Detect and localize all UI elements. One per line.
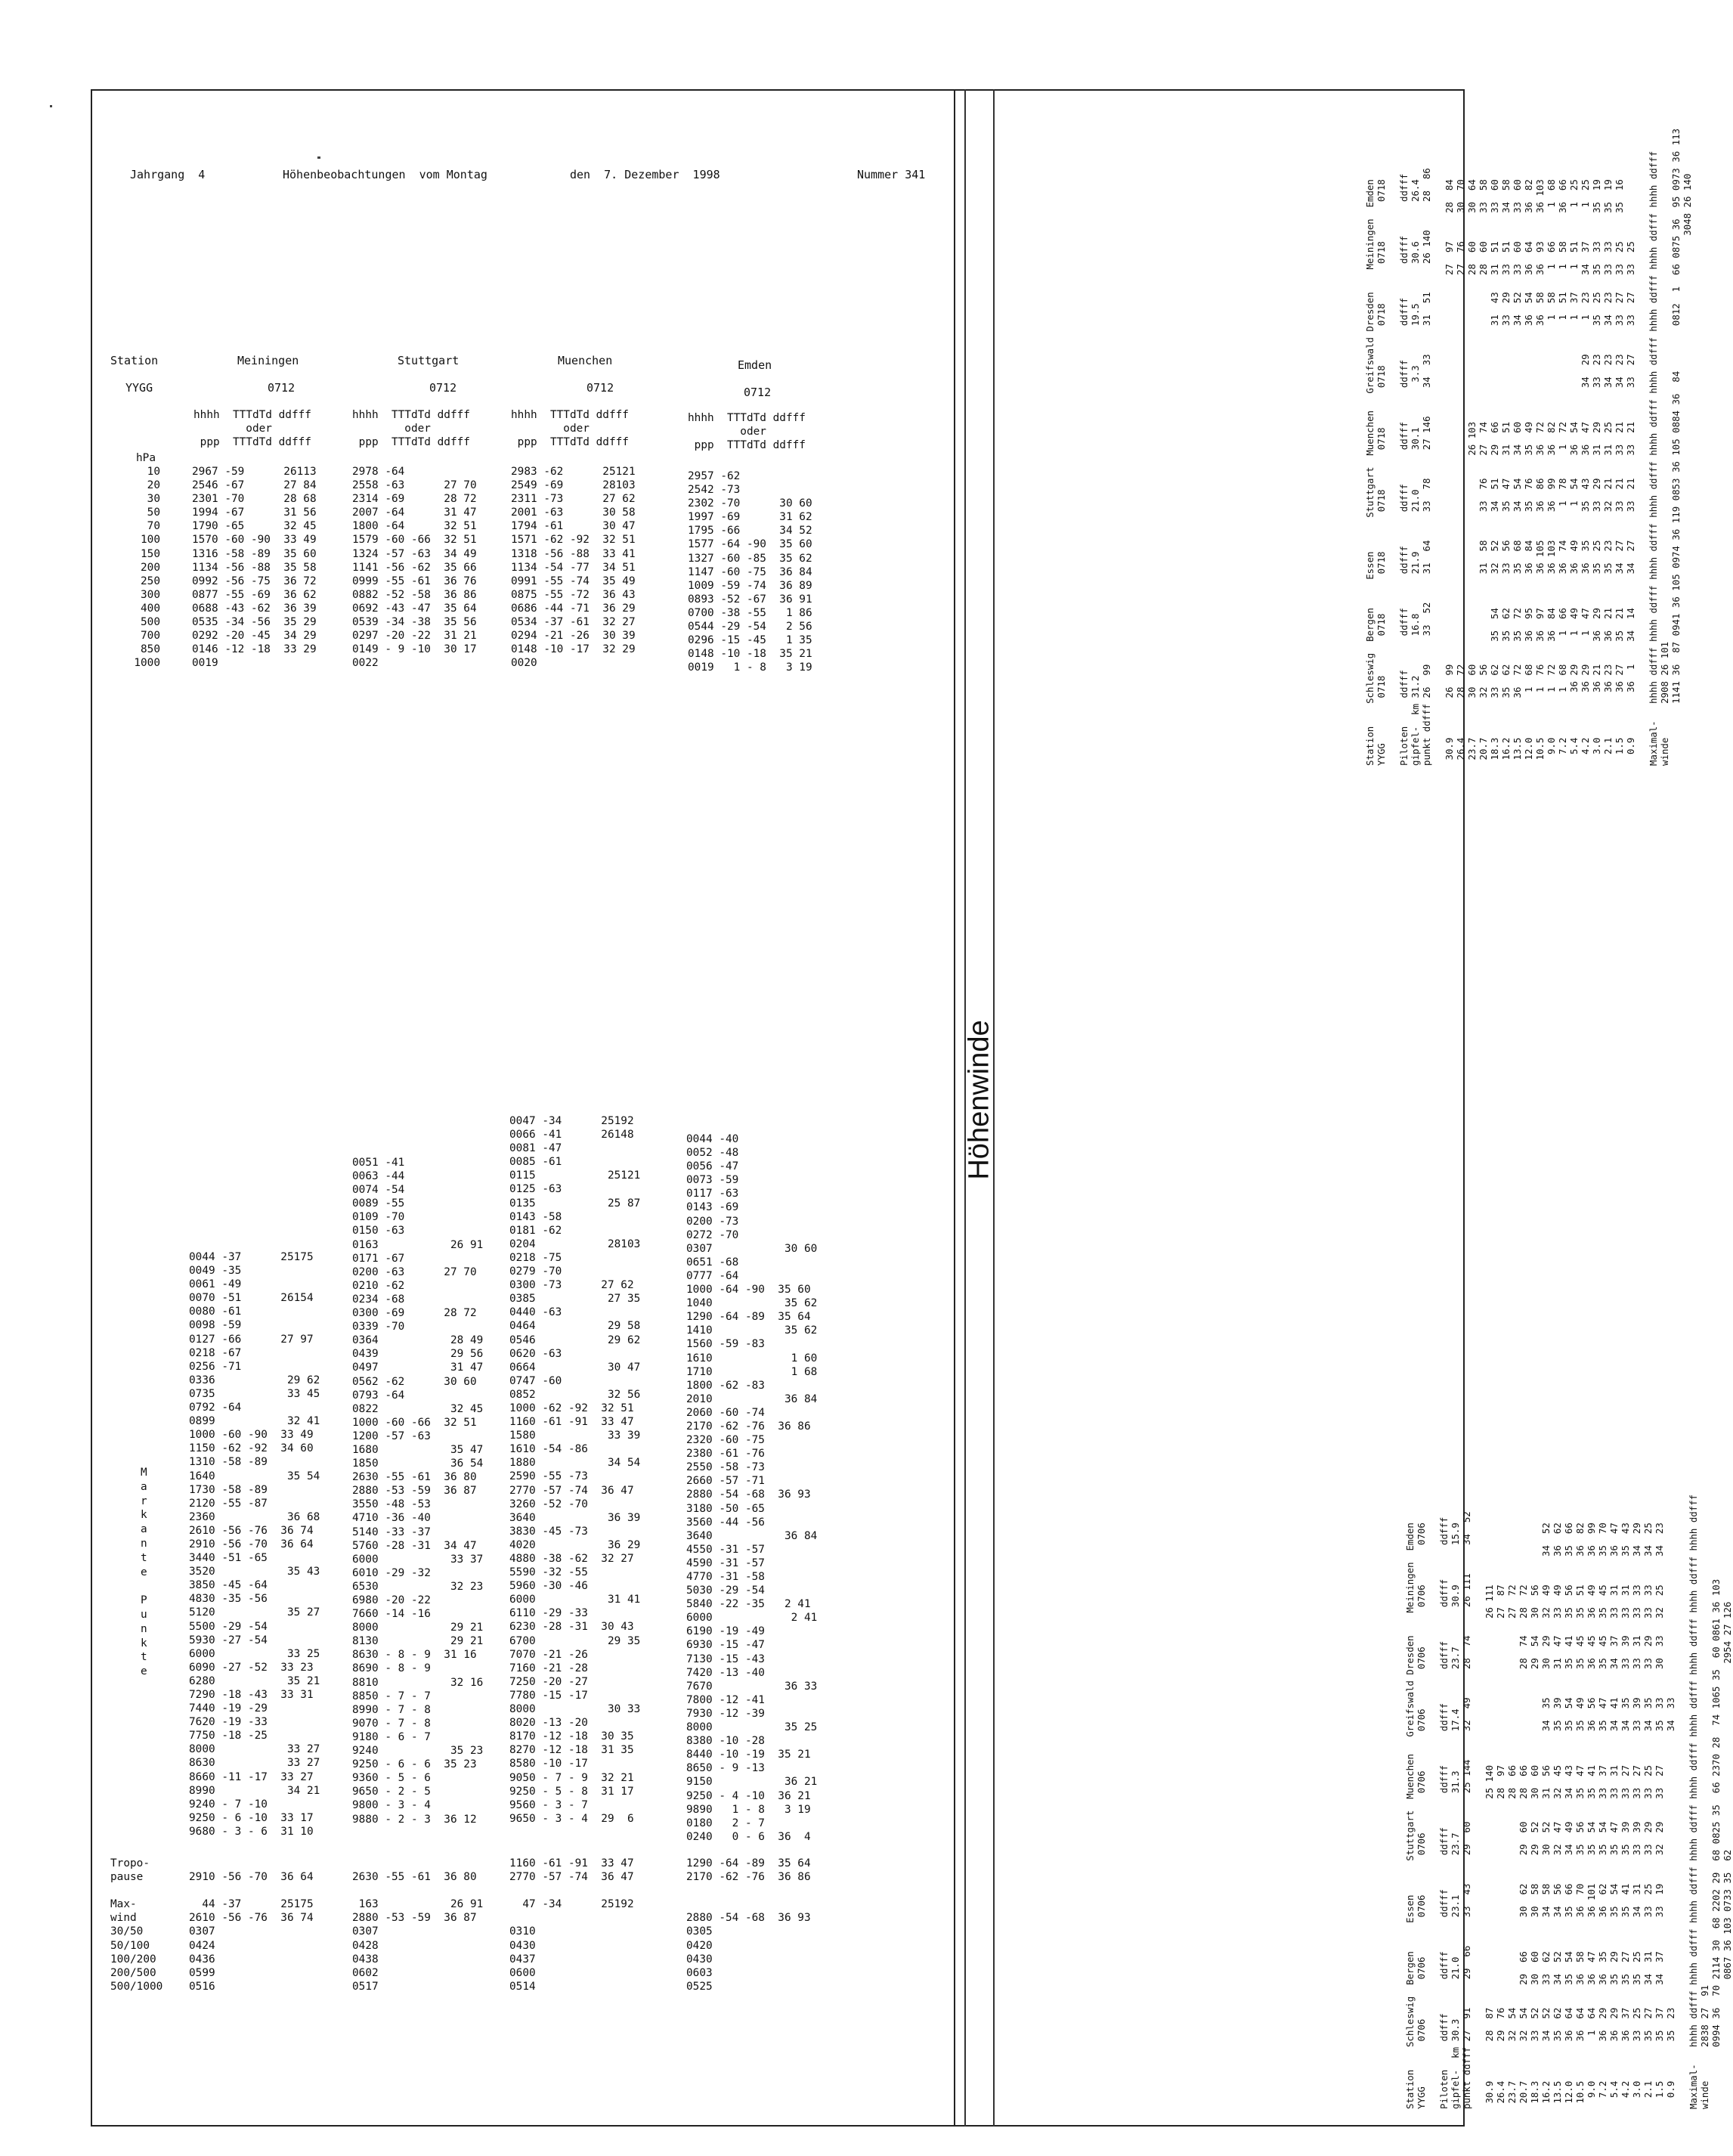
station-meiningen: Meiningen	[237, 354, 299, 367]
hpa-label: hPa	[136, 452, 156, 464]
code-muenchen: 0712	[586, 381, 614, 395]
jahrgang: Jahrgang 4	[130, 168, 206, 181]
hoehenwinde-title: Höhenwinde	[963, 1020, 995, 1180]
code-meiningen: 0712	[268, 381, 296, 395]
station-muenchen: Muenchen	[558, 354, 613, 367]
stuttgart-standard-levels: 2978 -64 2558 -63 27 70 2314 -69 28 72 2007 -64 31 47 1800 -64 32 51 1579 -60 -66 32 51 1324 -57 -63 34 49 1141 -56 -62 35 66 0999 -55 -61 36 76 0882 -52 -58 36 86 0692 -43 -47 35 64 0539 -34 -38 35 56 0297 -20 -22 31 21 0149 - 9 -10 30 17 0022	[352, 466, 477, 670]
column-header-emden: hhhh TTTdTd ddfff oder ppp TTTdTd ddfff	[688, 412, 806, 452]
station-label: Station	[110, 354, 159, 367]
markante-punkte-label: M a r k a n t e P u n k t e	[141, 1467, 147, 1678]
station-emden: Emden	[738, 358, 772, 372]
meiningen-significant-points: 0044 -37 25175 0049 -35 0061 -49 0070 -51 26154 0080 -61 0098 -59 0127 -66 27 97 0218 -67 0256 -71 0336 29 62 0735 33 45 0792 -64 0899 32 41 1000 -60 -90 33 49 1150 -62 -92 34 60 1310 -58 -89 1640 35 54 1730 -58 -89 2120 -55 -87 2360 36 68 2610 -56 -76 36 74 2910 -56 -70 36 64 3440 -51 -65 3520 35 43 3850 -45 -64 4830 -35 -56 5120 35 27 5500 -29 -54 5930 -27 -54 6000 33 25 6090 -27 -52 33 23 6280 35 21 7290 -18 -43 33 31 7440 -19 -29 7620 -19 -33 7750 -18 -25 8000 33 27 8630 33 27 8660 -11 -17 33 27 8990 34 21 9240 - 7 -10 9250 - 6 -10 33 17 9680 - 3 - 6 31 10	[189, 1251, 320, 1838]
muenchen-summary: 1160 -61 -91 33 47 2770 -57 -74 36 47 47 -34 25192 0310 0430 0437 0600 0514	[509, 1857, 634, 1993]
section-divider	[954, 89, 955, 2127]
stuttgart-significant-points: 0051 -41 0063 -44 0074 -54 0089 -55 0109 -70 0150 -63 0163 26 91 0171 -67 0200 -63 27 70 0210 -62 0234 -68 0300 -69 28 72 0339 -70 0364 28 49 0439 29 56 0497 31 47 0562 -62 30 60 0793 -64 0822 32 45 1000 -60 -66 32 51 1200 -57 -63 1680 35 47 1850 36 54 2630 -55 -61 36 80 2880 -53 -59 36 87 3550 -48 -53 4710 -36 -40 5140 -33 -37 5760 -28 -31 34 47 6000 33 37 6010 -29 -32 6530 32 23 6980 -20 -22 7660 -14 -16 8000 29 21 8130 29 21 8630 - 8 - 9 31 16 8690 - 8 - 9 8810 32 16 8850 - 7 - 7 8990 - 7 - 8 9070 - 7 - 8 9180 - 6 - 7 9240 35 23 9250 - 6 - 6 35 23 9360 - 5 - 6 9650 - 2 - 5 9800 - 3 - 4 9880 - 2 - 3 36 12	[352, 1157, 484, 1826]
hoehenwinde-0718-wrapper	[1364, 129, 1693, 766]
code-emden: 0712	[744, 386, 772, 399]
emden-standard-levels: 2957 -62 2542 -73 2302 -70 30 60 1997 -69 31 62 1795 -66 34 52 1577 -64 -90 35 60 1327 -60 -85 35 62 1147 -60 -75 36 84 1009 -59 -74 36 89 0893 -52 -67 36 91 0700 -38 -55 1 86 0544 -29 -54 2 56 0296 -15 -45 1 35 0148 -10 -18 35 21 0019 1 - 8 3 19	[688, 470, 812, 674]
code-stuttgart: 0712	[429, 381, 457, 395]
meiningen-summary: 2910 -56 -70 36 64 44 -37 25175 2610 -56 -76 36 74 0307 0424 0436 0599 0516	[189, 1871, 314, 1993]
hoehenwinde-0718-table: Station Schleswig Bergen Essen Stuttgart Muenchen Greifswald Dresden Meiningen Emden YYGG 0718 0718 0718 0718 0718 0718 0718 0718 0718 Piloten ddfff ddfff ddfff ddfff ddfff ddfff ddfff ddfff ddfff gipfel- km 31.2 16.8 21.9 21.0 30.1 3.3 19.5 30.6 26.4 punkt ddfff 26 99 33 52 31 64 33 78 27 146 34 33 31 51 26 140 28 86 30.9 26 99 27 97 28 84 26.4 28 72 27 76 30 70 23.7 30 60 26 103 28 60 30 64 20.7 32 56 31 58 33 76 27 74 28 60 33 58 18.3 33 62 35 54 32 52 34 51 29 66 31 43 31 51 33 60 16.2 35 62 35 62 33 56 35 47 31 51 33 29 33 51 34 58 13.5 36 72 35 72 35 68 34 54 34 60 34 52 33 60 33 60 12.0 1 68 36 95 36 84 35 76 35 49 36 54 36 64 36 82 10.5 1 76 36 97 36 105 36 86 36 72 36 58 36 93 36 103 9.0 1 72 36 84 36 103 36 99 36 82 1 58 1 66 1 68 7.2 1 68 1 66 36 74 1 78 1 72 1 51 1 58 36 66 5.4 36 29 1 49 36 49 1 54 36 54 1 37 1 51 1 25 4.2 36 29 1 47 36 35 35 43 36 47 34 29 1 23 34 37 1 25 3.0 36 21 36 29 35 25 33 29 31 29 33 23 35 25 35 33 35 19 2.1 36 23 36 21 35 23 32 21 31 25 34 23 34 23 33 33 35 19 1.5 36 27 35 21 34 27 33 21 33 21 34 23 33 27 33 25 35 16 0.9 36 1 34 14 34 27 33 21 33 21 33 27 33 27 33 25 Maximal- hhhh ddfff hhhh ddfff hhhh ddfff hhhh ddfff hhhh ddfff hhhh ddfff hhhh ddfff hhhh ddfff hhhh ddfff winde 2908 26 101 1141 36 87 0941 36 105 0974 36 119 0853 36 105 0884 36 84 0812 1 66 0875 36 95 0973 36 113 3048 26 140	[1364, 129, 1693, 766]
standard-levels: 10 20 30 50 70 100 150 200 250 300 400 500 700 850 1000	[134, 466, 160, 670]
station-stuttgart: Stuttgart	[398, 354, 460, 367]
muenchen-significant-points: 0047 -34 25192 0066 -41 26148 0081 -47 0085 -61 0115 25121 0125 -63 0135 25 87 0143 -58 0181 -62 0204 28103 0218 -75 0279 -70 0300 -73 27 62 0385 27 35 0440 -63 0464 29 58 0546 29 62 0620 -63 0664 30 47 0747 -60 0852 32 56 1000 -62 -92 32 51 1160 -61 -91 33 47 1580 33 39 1610 -54 -86 1880 34 54 2590 -55 -73 2770 -57 -74 36 47 3260 -52 -70 3640 36 39 3830 -45 -73 4020 36 29 4880 -38 -62 32 27 5590 -32 -55 5960 -30 -46 6000 31 41 6110 -29 -33 6230 -28 -31 30 43 6700 29 35 7070 -21 -26 7160 -21 -28 7250 -20 -27 7780 -15 -17 8000 30 33 8020 -13 -20 8170 -12 -18 30 35 8270 -12 -18 31 35 8580 -10 -17 9050 - 7 - 9 32 21 9250 - 5 - 8 31 17 9560 - 3 - 7 9650 - 3 - 4 29 6	[509, 1115, 641, 1825]
column-header-muenchen: hhhh TTTdTd ddfff oder ppp TTTdTd ddfff	[511, 409, 629, 449]
meiningen-standard-levels: 2967 -59 26113 2546 -67 27 84 2301 -70 28 68 1994 -67 31 56 1790 -65 32 45 1570 -60 -90 33 49 1316 -58 -89 35 60 1134 -56 -88 35 58 0992 -56 -75 36 72 0877 -55 -69 36 62 0688 -43 -62 36 39 0535 -34 -56 35 29 0292 -20 -45 34 29 0146 -12 -18 33 29 0019	[192, 466, 317, 670]
date: den 7. Dezember 1998	[570, 168, 720, 181]
page-title: Höhenbeobachtungen vom Montag	[283, 168, 487, 181]
column-header-meiningen: hhhh TTTdTd ddfff oder ppp TTTdTd ddfff	[193, 409, 311, 449]
stray-mark	[50, 105, 52, 107]
stuttgart-summary: 2630 -55 -61 36 80 163 26 91 2880 -53 -59 36 87 0307 0428 0438 0602 0517	[352, 1871, 484, 1993]
muenchen-standard-levels: 2983 -62 25121 2549 -69 28103 2311 -73 27 62 2001 -63 30 58 1794 -61 30 47 1571 -62 -92 32 51 1318 -56 -88 33 41 1134 -54 -77 34 51 0991 -55 -74 35 49 0875 -55 -72 36 43 0686 -44 -71 36 29 0534 -37 -61 32 27 0294 -21 -26 30 39 0148 -10 -17 32 29 0020	[511, 466, 636, 670]
hoehenwinde-0706-wrapper	[1404, 1495, 1733, 2109]
stray-mark	[317, 156, 320, 159]
emden-significant-points: 0044 -40 0052 -48 0056 -47 0073 -59 0117 -63 0143 -69 0200 -73 0272 -70 0307 30 60 0651 -68 0777 -64 1000 -64 -90 35 60 1040 35 62 1290 -64 -89 35 64 1410 35 62 1560 -59 -83 1610 1 60 1710 1 68 1800 -62 -83 2010 36 84 2060 -60 -74 2170 -62 -76 36 86 2320 -60 -75 2380 -61 -76 2550 -58 -73 2660 -57 -71 2880 -54 -68 36 93 3180 -50 -65 3560 -44 -56 3640 36 84 4550 -31 -57 4590 -31 -57 4770 -31 -58 5030 -29 -54 5840 -22 -35 2 41 6000 2 41 6190 -19 -49 6930 -15 -47 7130 -15 -43 7420 -13 -40 7670 36 33 7800 -12 -41 7930 -12 -39 8000 35 25 8380 -10 -28 8440 -10 -19 35 21 8650 - 9 -13 9150 36 21 9250 - 4 -10 36 21 9890 1 - 8 3 19 0180 2 - 7 0240 0 - 6 36 4	[686, 1133, 818, 1843]
yygg-label: YYGG	[125, 381, 153, 395]
column-header-stuttgart: hhhh TTTdTd ddfff oder ppp TTTdTd ddfff	[352, 409, 470, 449]
hoehenwinde-0706-table: Station Schleswig Bergen Essen Stuttgart Muenchen Greifswald Dresden Meiningen Emden YYGG 0706 0706 0706 0706 0706 0706 0706 0706 0706 Piloten ddfff ddfff ddfff ddfff ddfff ddfff ddfff ddfff ddfff gipfel- km 30.3 21.0 23.1 23.7 31.3 17.4 23.7 30.9 15.9 punkt ddfff 27 91 29 66 33 43 29 60 25 144 32 49 28 74 26 111 34 52 30.9 28 87 25 140 26 111 26.4 29 76 28 97 27 87 23.7 32 54 28 66 27 72 20.7 32 54 29 66 30 62 29 60 28 66 28 74 28 72 18.3 33 52 30 60 30 58 29 52 30 60 29 54 30 56 16.2 34 52 33 62 34 58 30 52 31 56 34 35 30 29 32 49 34 52 13.5 35 62 34 52 34 56 32 47 32 45 35 39 31 47 33 49 36 62 12.0 36 64 35 54 35 66 34 49 34 43 35 54 35 41 35 56 35 66 10.5 36 64 36 58 36 70 35 56 35 47 35 49 35 45 35 51 36 82 9.0 1 64 36 47 36 101 35 54 35 41 36 56 36 45 36 49 36 99 7.2 36 29 36 35 36 62 35 54 33 37 35 47 35 45 35 45 35 70 5.4 36 29 35 29 35 54 35 47 33 31 34 41 34 37 33 31 36 47 4.2 36 37 35 27 35 41 35 39 33 27 34 35 33 39 33 31 35 43 3.0 33 25 35 25 34 31 33 39 33 27 33 39 33 31 33 33 34 29 2.1 35 27 34 31 33 25 33 29 33 25 34 35 33 29 33 33 34 25 1.5 35 37 34 37 33 19 32 29 33 27 35 33 30 33 32 25 34 23 0.9 35 23 34 33 Maximal- hhhh ddfff hhhh ddfff hhhh ddfff hhhh ddfff hhhh ddfff hhhh ddfff hhhh ddfff hhhh ddfff hhhh ddfff winde 2838 27 91 0994 36 70 2114 30 68 2202 29 68 0825 35 66 2370 28 74 1065 35 60 0861 36 103 0867 36 103 0733 35 62 2954 27 126	[1404, 1494, 1733, 2109]
summary-labels: Tropo- pause Max- wind 30/50 50/100 100/200 200/500 500/1000	[110, 1857, 163, 1993]
issue-number: Nummer 341	[857, 168, 926, 181]
emden-summary: 1290 -64 -89 35 64 2170 -62 -76 36 86 2880 -54 -68 36 93 0305 0420 0430 0603 0525	[686, 1857, 811, 1993]
